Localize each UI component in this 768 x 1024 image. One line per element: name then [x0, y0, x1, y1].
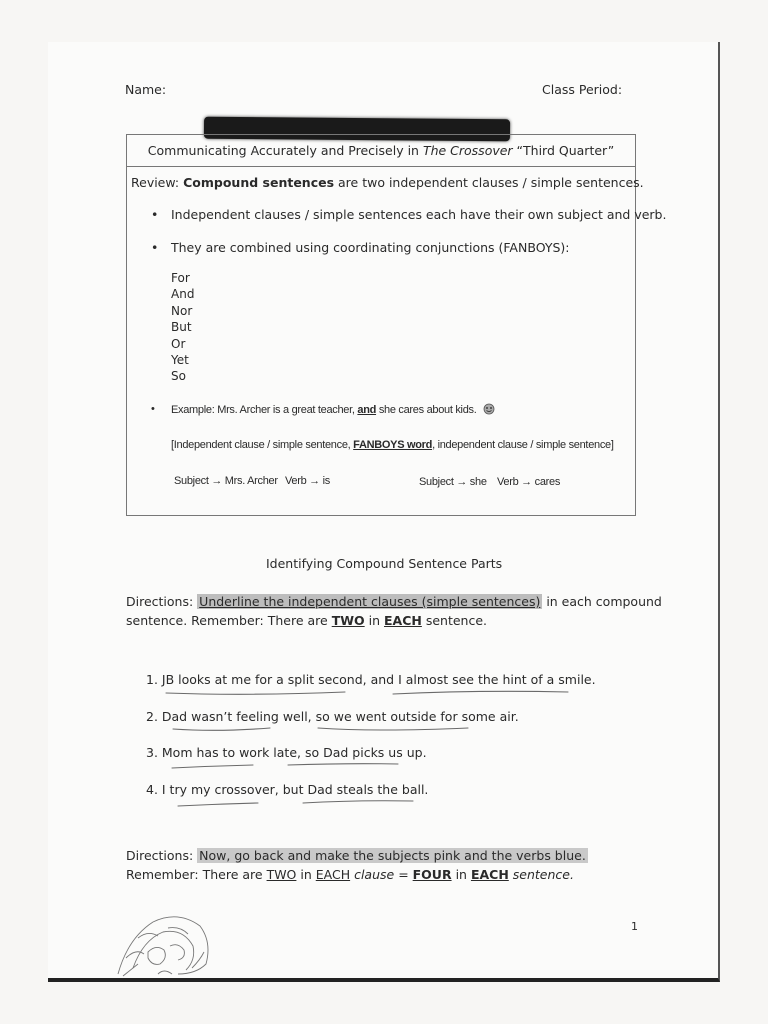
fanboys-item: Yet	[171, 353, 189, 368]
directions-two-line1: Directions: Now, go back and make the subjects pink and the verbs blue.	[126, 848, 586, 863]
class-period-label: Class Period:	[542, 82, 623, 97]
subject-two: Subject → she	[419, 476, 487, 488]
fanboys-item: Or	[171, 336, 186, 351]
fanboys-item: For	[171, 271, 190, 285]
section-title: Identifying Compound Sentence Parts	[266, 556, 503, 571]
bullet-coordinating-conjunctions: • They are combined using coordinating conjunctions (FANBOYS):	[171, 240, 570, 255]
directions-two-line2: Remember: There are TWO in EACH clause = FOUR in EACH sentence.	[126, 867, 574, 882]
underline-stroke	[318, 728, 468, 730]
fanboys-item: Nor	[171, 303, 193, 318]
underline-stroke	[173, 728, 270, 730]
pencil-doodle-image	[108, 908, 218, 978]
bullet-independent-clauses: • Independent clauses / simple sentences each have their own subject and verb.	[171, 207, 666, 222]
review-text: Review: Compound sentences are two independent clauses / simple sentences.	[131, 175, 644, 190]
pencil-underlines	[48, 42, 720, 982]
underline-stroke	[303, 801, 413, 803]
directions-one-line1: Directions: Underline the independent clauses (simple sentences) in each compound	[126, 594, 662, 609]
directions-one-line2: sentence. Remember: There are TWO in EACH sentence.	[126, 613, 488, 628]
fanboys-item: So	[171, 369, 186, 384]
underline-stroke	[172, 765, 253, 768]
name-label: Name:	[125, 82, 167, 97]
example-structure: [Independent clause / simple sentence, FANBOYS word, independent clause / simple sentence]	[171, 439, 614, 451]
sentence-item: 2. Dad wasn’t feeling well, so we went outside for some air.	[146, 709, 519, 724]
example-sentence: • Example: Mrs. Archer is a great teacher, and she cares about kids.	[171, 403, 495, 416]
underline-stroke	[393, 691, 568, 694]
underline-stroke	[178, 803, 258, 806]
underline-stroke	[166, 692, 345, 694]
box-title: Communicating Accurately and Precisely in The Crossover “Third Quarter”	[127, 135, 635, 167]
subject-one: Subject → Mrs. Archer	[174, 475, 278, 487]
sentence-item: 1. JB looks at me for a split second, and I almost see the hint of a smile.	[146, 672, 596, 687]
worksheet-page	[48, 42, 720, 982]
fanboys-item: And	[171, 287, 195, 302]
sentence-item: 4. I try my crossover, but Dad steals the ball.	[146, 782, 429, 797]
page-number: 1	[631, 920, 638, 933]
sentence-item: 3. Mom has to work late, so Dad picks us up.	[146, 745, 427, 760]
underline-stroke	[288, 764, 398, 765]
verb-one: Verb → is	[285, 475, 330, 487]
verb-two: Verb → cares	[497, 476, 561, 488]
fanboys-item: But	[171, 320, 192, 335]
